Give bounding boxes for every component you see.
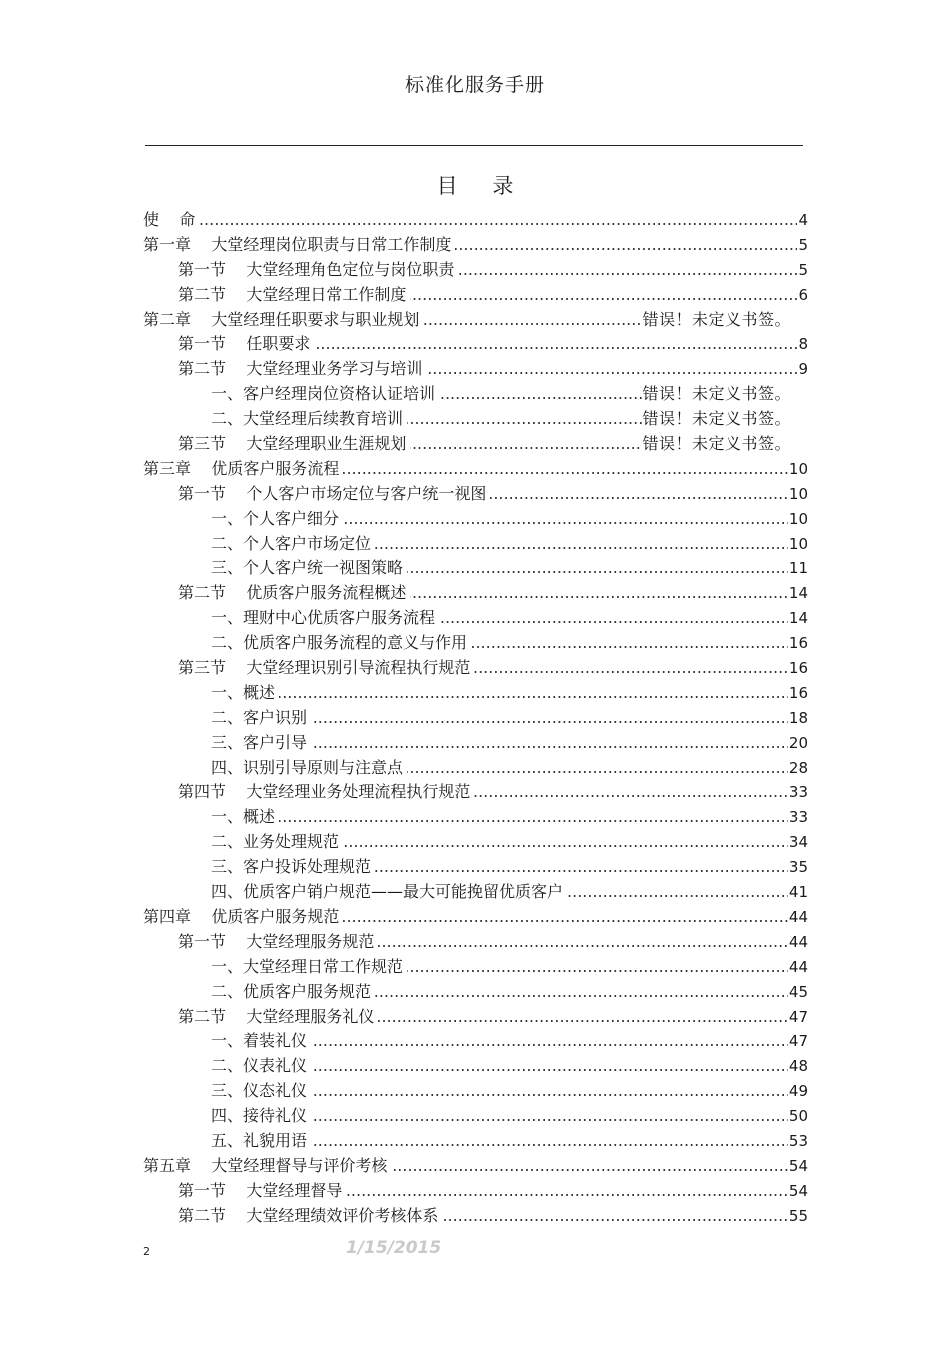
toc-entry-label: 第二章 大堂经理任职要求与职业规划	[143, 308, 423, 333]
toc-entry-label: 第一节 任职要求	[178, 332, 314, 357]
toc-entry-label: 一、大堂经理日常工作规范	[211, 955, 407, 980]
toc-leader-dots	[211, 805, 788, 830]
toc-entry[interactable]	[143, 308, 833, 333]
toc-entry[interactable]	[143, 706, 833, 731]
toc-entry-page: 10	[788, 457, 808, 482]
toc-entry[interactable]	[143, 581, 833, 606]
toc-entry-label: 第二节 优质客户服务流程概述	[178, 581, 410, 606]
toc-entry[interactable]	[143, 631, 833, 656]
toc-entry-label: 五、礼貌用语	[211, 1129, 311, 1154]
toc-entry-label: 一、概述	[211, 681, 279, 706]
toc-entry-label: 一、理财中心优质客户服务流程	[211, 606, 439, 631]
toc-entry-page: 10	[788, 532, 808, 557]
toc-entry-page: 48	[788, 1054, 808, 1079]
toc-entry[interactable]	[143, 905, 833, 930]
toc-entry-label: 二、客户识别	[211, 706, 311, 731]
toc-entry-label: 第四节 大堂经理业务处理流程执行规范	[178, 780, 474, 805]
toc-entry[interactable]	[143, 432, 833, 457]
toc-entry-page: 14	[788, 606, 808, 631]
toc-entry[interactable]	[143, 805, 833, 830]
toc-entry-label: 一、概述	[211, 805, 279, 830]
toc-entry-label: 三、客户投诉处理规范	[211, 855, 375, 880]
toc-entry-page: 28	[788, 756, 808, 781]
toc-entry-error-text: 错误！未定义书签。	[642, 407, 791, 432]
toc-entry-label: 四、接待礼仪	[211, 1104, 311, 1129]
toc-entry-label: 第三章 优质客户服务流程	[143, 457, 343, 482]
toc-entry-label: 二、仪表礼仪	[211, 1054, 311, 1079]
toc-entry[interactable]	[143, 1179, 833, 1204]
toc-entry-label: 第三节 大堂经理识别引导流程执行规范	[178, 656, 474, 681]
toc-entry-page: 54	[788, 1179, 808, 1204]
toc-entry-page: 5	[797, 258, 808, 283]
toc-entry-label: 三、个人客户统一视图策略	[211, 556, 407, 581]
toc-entry-page: 54	[788, 1154, 808, 1179]
toc-entry[interactable]	[143, 332, 833, 357]
toc-entry-page: 4	[797, 208, 808, 233]
toc-entry-label: 第三节 大堂经理职业生涯规划	[178, 432, 410, 457]
toc-entry[interactable]	[143, 1029, 833, 1054]
toc-entry[interactable]	[143, 606, 833, 631]
toc-entry-label: 第五章 大堂经理督导与评价考核	[143, 1154, 391, 1179]
toc-entry-label: 第二节 大堂经理业务学习与培训	[178, 357, 426, 382]
toc-entry-label: 二、业务处理规范	[211, 830, 343, 855]
toc-entry[interactable]	[143, 407, 833, 432]
toc-entry-label: 三、客户引导	[211, 731, 311, 756]
toc-entry-label: 二、优质客户服务规范	[211, 980, 375, 1005]
toc-entry-label: 使 命	[143, 208, 199, 233]
toc-entry-page: 16	[788, 631, 808, 656]
toc-entry-label: 二、优质客户服务流程的意义与作用	[211, 631, 471, 656]
toc-entry-label: 三、仪态礼仪	[211, 1079, 311, 1104]
toc-entry-label: 第二节 大堂经理服务礼仪	[178, 1005, 378, 1030]
toc-entry[interactable]	[143, 233, 833, 258]
toc-entry[interactable]	[143, 656, 833, 681]
toc-entry[interactable]	[143, 357, 833, 382]
document-header-title: 标准化服务手册	[404, 74, 545, 96]
toc-entry[interactable]	[143, 457, 833, 482]
toc-entry-page: 10	[788, 482, 808, 507]
toc-entry-page: 44	[788, 930, 808, 955]
toc-entry-label: 一、着装礼仪	[211, 1029, 311, 1054]
toc-entry[interactable]	[143, 283, 833, 308]
toc-entry-label: 第一章 大堂经理岗位职责与日常工作制度	[143, 233, 455, 258]
toc-entry[interactable]	[143, 1154, 833, 1179]
toc-entry-label: 第二节 大堂经理日常工作制度	[178, 283, 410, 308]
toc-entry-error-text: 错误！未定义书签。	[642, 308, 791, 333]
toc-entry[interactable]	[143, 1204, 833, 1229]
toc-entry-page: 5	[797, 233, 808, 258]
toc-entry[interactable]	[143, 880, 833, 905]
toc-entry[interactable]	[143, 681, 833, 706]
header-divider	[145, 145, 803, 146]
toc-entry-label: 第一节 大堂经理督导	[178, 1179, 346, 1204]
toc-entry[interactable]	[143, 980, 833, 1005]
toc-entry[interactable]	[143, 1129, 833, 1154]
toc-leader-dots	[211, 681, 788, 706]
toc-entry[interactable]	[143, 1079, 833, 1104]
toc-entry-label: 四、识别引导原则与注意点	[211, 756, 407, 781]
toc-entry-page: 34	[788, 830, 808, 855]
toc-entry-page: 47	[788, 1029, 808, 1054]
toc-entry-page: 14	[788, 581, 808, 606]
toc-entry-page: 10	[788, 507, 808, 532]
toc-entry-label: 二、大堂经理后续教育培训	[211, 407, 407, 432]
toc-entry[interactable]	[143, 556, 833, 581]
toc-entry-page: 33	[788, 805, 808, 830]
toc-entry-page: 11	[788, 556, 808, 581]
toc-entry-page: 55	[788, 1204, 808, 1229]
toc-entry-label: 二、个人客户市场定位	[211, 532, 375, 557]
toc-entry-page: 44	[788, 955, 808, 980]
toc-entry-error-text: 错误！未定义书签。	[642, 382, 791, 407]
toc-entry[interactable]	[143, 1104, 833, 1129]
toc-entry[interactable]	[143, 1054, 833, 1079]
toc-entry[interactable]	[143, 482, 833, 507]
toc-entry-error-text: 错误！未定义书签。	[642, 432, 791, 457]
toc-entry[interactable]	[143, 731, 833, 756]
toc-entry-label: 第一节 个人客户市场定位与客户统一视图	[178, 482, 490, 507]
toc-entry-page: 20	[788, 731, 808, 756]
toc-entry-page: 44	[788, 905, 808, 930]
toc-entry-page: 35	[788, 855, 808, 880]
toc-entry[interactable]	[143, 258, 833, 283]
toc-entry[interactable]	[143, 382, 833, 407]
toc-entry[interactable]	[143, 855, 833, 880]
toc-entry-page: 45	[788, 980, 808, 1005]
toc-entry[interactable]	[143, 532, 833, 557]
toc-entry-page: 33	[788, 780, 808, 805]
toc-entry-page: 47	[788, 1005, 808, 1030]
table-of-contents	[143, 208, 833, 1229]
toc-entry-label: 一、个人客户细分	[211, 507, 343, 532]
toc-entry[interactable]	[143, 756, 833, 781]
toc-entry-label: 第四章 优质客户服务规范	[143, 905, 343, 930]
toc-leader-dots	[143, 208, 797, 233]
page-number: 2	[143, 1245, 150, 1258]
toc-entry-page: 18	[788, 706, 808, 731]
footer-date-watermark: 1/15/2015	[346, 1238, 442, 1258]
toc-entry-page: 8	[797, 332, 808, 357]
toc-entry-page: 6	[797, 283, 808, 308]
toc-entry[interactable]	[143, 780, 833, 805]
toc-entry[interactable]	[143, 507, 833, 532]
toc-entry[interactable]	[143, 930, 833, 955]
toc-entry-page: 49	[788, 1079, 808, 1104]
toc-entry-page: 53	[788, 1129, 808, 1154]
toc-entry-page: 9	[797, 357, 808, 382]
toc-entry-page: 16	[788, 656, 808, 681]
toc-entry-page: 41	[788, 880, 808, 905]
toc-entry-page: 16	[788, 681, 808, 706]
toc-entry-label: 四、优质客户销户规范——最大可能挽留优质客户	[211, 880, 567, 905]
toc-entry[interactable]	[143, 1005, 833, 1030]
toc-entry-label: 第一节 大堂经理角色定位与岗位职责	[178, 258, 458, 283]
toc-heading: 目 录	[436, 174, 528, 198]
toc-entry-label: 一、客户经理岗位资格认证培训	[211, 382, 439, 407]
toc-entry[interactable]	[143, 208, 833, 233]
toc-entry[interactable]	[143, 830, 833, 855]
toc-entry-label: 第一节 大堂经理服务规范	[178, 930, 378, 955]
toc-entry-page: 50	[788, 1104, 808, 1129]
toc-entry[interactable]	[143, 955, 833, 980]
toc-entry-label: 第二节 大堂经理绩效评价考核体系	[178, 1204, 442, 1229]
